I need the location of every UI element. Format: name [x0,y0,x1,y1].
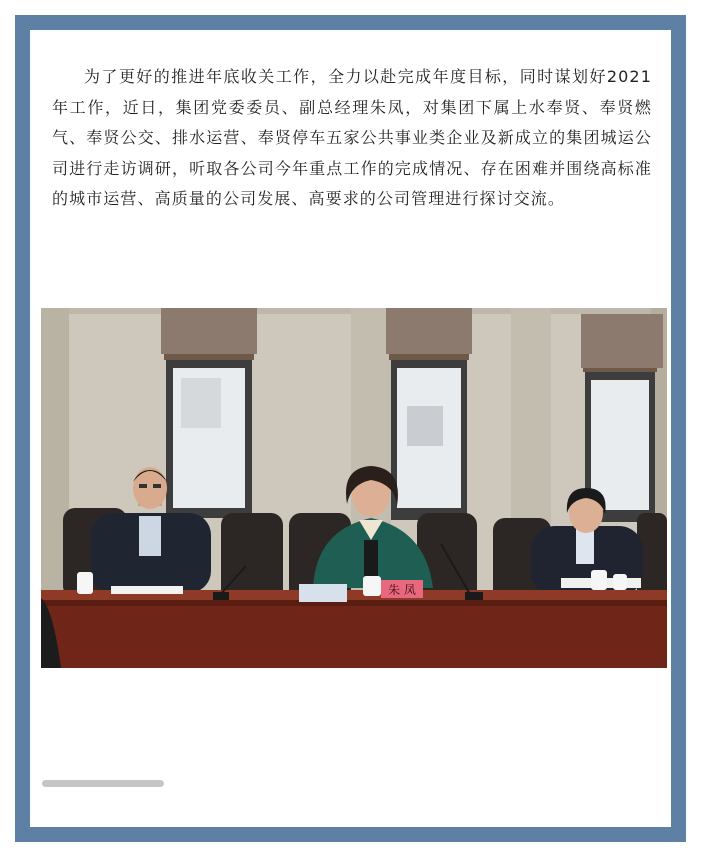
article-paragraph: 为了更好的推进年底收关工作，全力以赴完成年度目标，同时谋划好2021年工作，近日，集团党委委员、副总经理朱凤，对集团下属上水奉贤、奉贤燃气、奉贤公交、排水运营、奉贤停车五家公共事业类企业及新成立的集团城运公司进行走访调研，听取各公司今年重点工作的完成情况、存在困难并围绕高标准的城市运营、高质量的公司发展、高要求的公司管理进行探讨交流。 [52,67,652,208]
window-center [389,352,469,520]
name-card-label: 朱 凤 [388,583,416,597]
meeting-photo [41,308,667,668]
window-left [164,352,254,518]
name-card [381,580,423,598]
horizontal-scrollbar[interactable] [42,780,164,787]
